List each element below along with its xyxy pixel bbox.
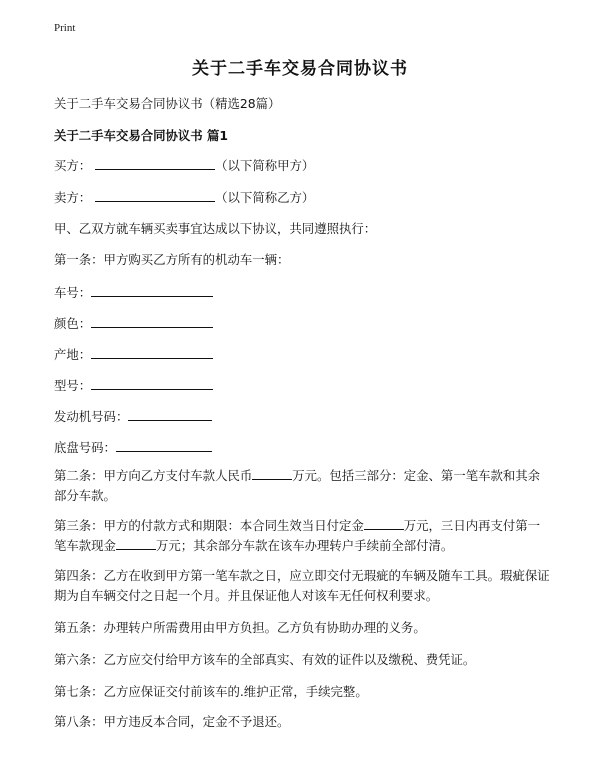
article-1: 第一条：甲方购买乙方所有的机动车一辆：	[54, 252, 290, 267]
chassis-label: 底盘号码：	[54, 440, 116, 455]
engine-blank	[128, 408, 212, 421]
buyer-note: （以下简称甲方）	[215, 158, 315, 173]
origin-label: 产地：	[54, 347, 92, 362]
article-3	[54, 516, 550, 556]
article-4: 第四条：乙方在收到甲方第一笔车款之日，应立即交付无瑕疵的车辆及随车工具。瑕疵保证期为自车辆交付之日起一个月。并且保证他人对该车无任何权利要求。	[54, 568, 550, 603]
seller-label: 卖方：	[54, 190, 92, 205]
article-2	[54, 466, 550, 506]
article-3-part-c: 万元；其余部分车款在该车办理转户手续前全部付清。	[155, 538, 454, 553]
article-8: 第八条：甲方违反本合同，定金不予退还。	[54, 714, 290, 729]
buyer-label: 买方：	[54, 158, 92, 173]
seller-row	[54, 188, 314, 206]
color-row	[54, 314, 213, 332]
origin-row	[54, 345, 213, 363]
section-heading: 关于二手车交易合同协议书 篇1	[54, 128, 229, 143]
model-blank	[91, 377, 213, 390]
car-number-row	[54, 283, 213, 301]
article-3-part-b: 万元，三日内再支付第一笔车款现金	[54, 518, 541, 553]
model-row	[54, 376, 213, 394]
article-2-blank	[252, 467, 292, 480]
document-title: 关于二手车交易合同协议书	[192, 59, 408, 79]
seller-note: （以下简称乙方）	[215, 190, 315, 205]
article-6: 第六条：乙方应交付给甲方该车的全部真实、有效的证件以及缴税、费凭证。	[54, 652, 476, 667]
color-label: 颜色：	[54, 316, 92, 331]
article-2-part-b: 万元。包括三部分：定金、第一笔车款和其余部分车款。	[54, 468, 541, 503]
buyer-blank	[95, 157, 215, 170]
engine-row	[54, 407, 212, 425]
chassis-row	[54, 438, 212, 456]
article-2-part-a: 第二条：甲方向乙方支付车款人民币	[54, 468, 253, 483]
chassis-blank	[116, 439, 212, 452]
car-number-label: 车号：	[54, 285, 92, 300]
article-3-part-a: 第三条：甲方的付款方式和期限：本合同生效当日付定金	[54, 518, 364, 533]
document-subtitle: 关于二手车交易合同协议书（精选28篇）	[54, 96, 281, 111]
car-number-blank	[91, 284, 213, 297]
color-blank	[91, 315, 213, 328]
model-label: 型号：	[54, 378, 92, 393]
article-5: 第五条：办理转户所需费用由甲方负担。乙方负有协助办理的义务。	[54, 620, 426, 635]
article-7: 第七条：乙方应保证交付前该车的.维护正常，手续完整。	[54, 684, 368, 699]
seller-blank	[95, 189, 215, 202]
article-3-blank-2	[116, 537, 156, 550]
print-link[interactable]: Print	[54, 22, 76, 34]
intro-text: 甲、乙双方就车辆买卖事宜达成以下协议，共同遵照执行：	[54, 221, 377, 236]
article-3-blank-1	[364, 517, 404, 530]
engine-label: 发动机号码：	[54, 409, 129, 424]
origin-blank	[91, 346, 213, 359]
buyer-row	[54, 156, 314, 174]
